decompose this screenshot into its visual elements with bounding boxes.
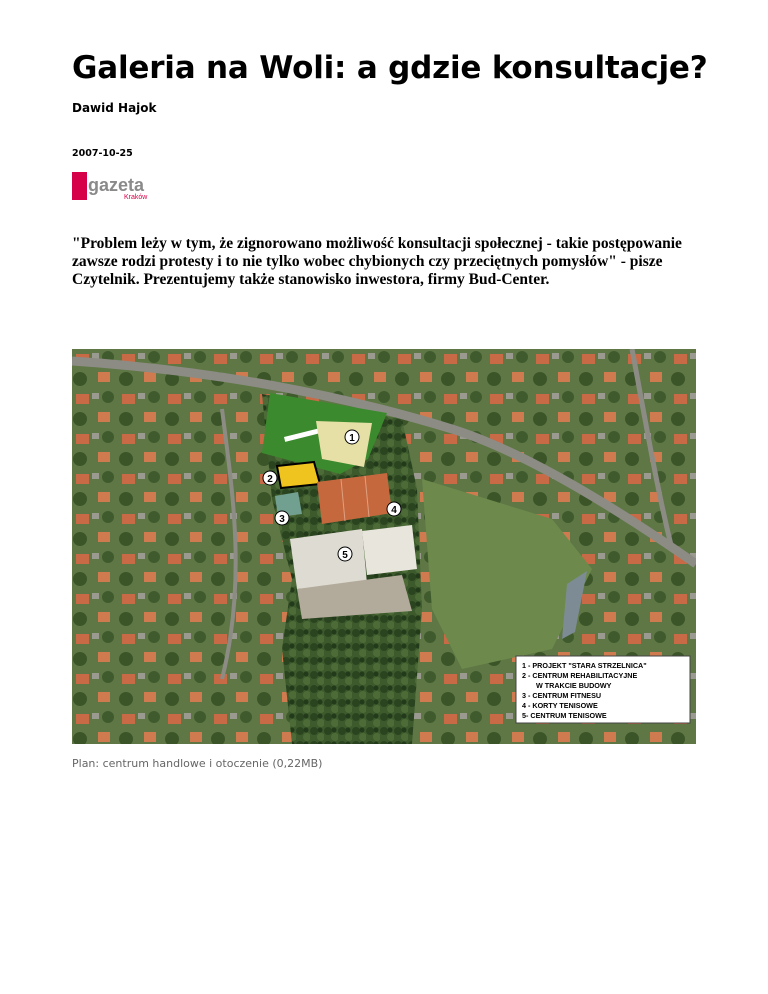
legend-item-2: 2 - CENTRUM REHABILITACYJNE <box>522 671 638 680</box>
svg-text:1: 1 <box>349 433 355 444</box>
legend-item-4: 4 - KORTY TENISOWE <box>522 701 598 710</box>
map-marker-3 <box>275 511 289 525</box>
logo-city: Kraków <box>124 194 148 200</box>
lead-paragraph: "Problem leży w tym, że zignorowano możliwość konsultacji społecznej - takie postępowanie zawsze rodzi protesty i to nie tylko wobec chybionych czy przeciętnych pomysłów" - pisze Czytelnik. Prezentujemy także stanowisko inwestora, firmy Bud-Center. <box>72 235 682 288</box>
map-legend <box>516 656 690 723</box>
tennis-center-hall-1 <box>290 529 367 589</box>
legend-item-2b: W TRAKCIE BUDOWY <box>536 681 612 690</box>
map-caption[interactable]: Plan: centrum handlowe i otoczenie (0,22MB) <box>72 757 323 770</box>
legend-item-1: 1 - PROJEKT "STARA STRZELNICA" <box>522 661 647 670</box>
svg-text:5: 5 <box>342 550 348 561</box>
aerial-map[interactable] <box>72 349 696 744</box>
legend-item-3: 3 - CENTRUM FITNESU <box>522 691 602 700</box>
article-title: Galeria na Woli: a gdzie konsultacje? <box>72 50 708 86</box>
svg-text:2: 2 <box>267 474 273 485</box>
tennis-center-hall-2 <box>362 525 417 575</box>
author-name[interactable]: Dawid Hajok <box>72 101 157 115</box>
logo-wordmark: gazeta <box>88 175 145 195</box>
map-marker-2 <box>263 471 277 485</box>
svg-text:3: 3 <box>279 514 285 525</box>
gazeta-logo <box>72 172 154 200</box>
legend-item-5: 5- CENTRUM TENISOWE <box>522 711 607 720</box>
map-marker-4 <box>387 502 401 516</box>
logo-red-block <box>72 172 87 200</box>
svg-text:4: 4 <box>391 505 397 516</box>
map-marker-5 <box>338 547 352 561</box>
map-marker-1 <box>345 430 359 444</box>
rehabilitation-center-site <box>277 462 320 488</box>
publish-date: 2007-10-25 <box>72 148 133 159</box>
